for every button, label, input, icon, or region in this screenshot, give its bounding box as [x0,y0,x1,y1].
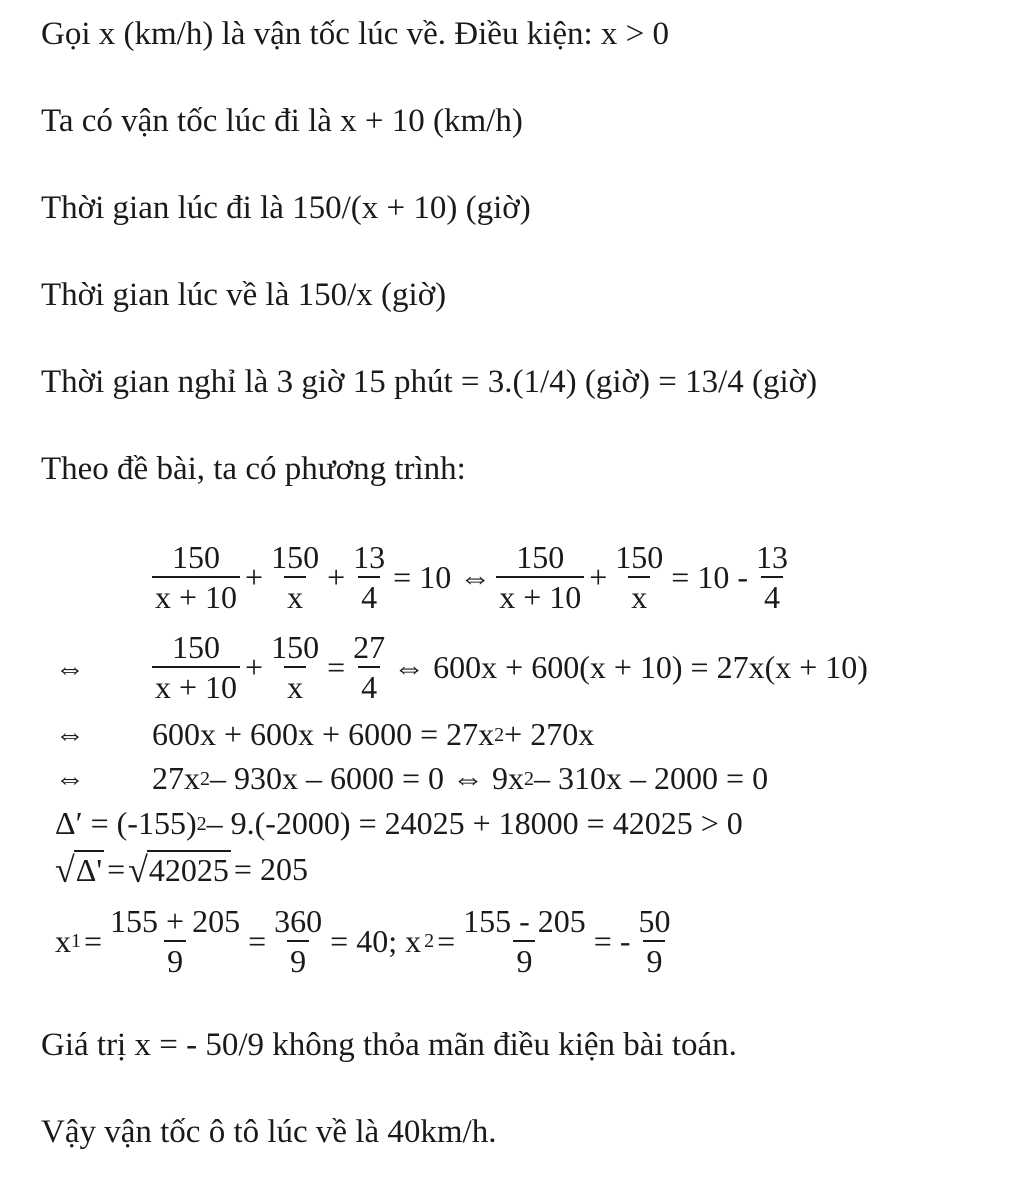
equation-3: 600x + 600x + 6000 = 27x 2 + 270x [152,716,595,752]
fraction: $\frac{150}{x + 10}$ [496,538,584,616]
equation-1: $\frac{150}{x + 10}$ + $\frac{150}{x}$ + $\frac{13}{4}$ = 10 ⇔ $\frac{150}{x + 10}$ + $\frac{150}{x}$ = 10 - $\frac{13}{4}$ [150,538,793,616]
iff-symbol: ⇔ [55,718,85,751]
equation-4: 27x 2 – 930x – 6000 = 0 ⇔ 9x 2 – 310x – 2000 = 0 [152,760,769,796]
paragraph-time-returning: Thời gian lúc về là 150/x (giờ) [41,277,447,313]
fraction: $\frac{155 - 205}{9}$ [463,903,586,979]
fraction: $\frac{13}{4}$ [353,539,386,615]
paragraph-reject-root: Giá trị x = - 50/9 không thỏa mãn điều kiện bài toán. [41,1027,737,1063]
iff-symbol: ⇔ [55,762,85,795]
fraction: $\frac{150}{x}$ [271,629,320,705]
paragraph-condition: Gọi x (km/h) là vận tốc lúc về. Điều kiện: x > 0 [41,16,670,52]
fraction: $\frac{13}{4}$ [755,539,788,615]
discriminant: Δ′ = (-155) 2 – 9.(-2000) = 24025 + 18000 = 42025 > 0 [55,805,743,841]
fraction: $\frac{155 + 205}{9}$ [110,903,241,979]
square-root-line: √ Δ' = √ 42025 = 205 [55,850,308,890]
equation-2: $\frac{150}{x + 10}$ + $\frac{150}{x}$ = $\frac{27}{4}$ ⇔ 600x + 600(x + 10) = 27x(x + 10) [150,628,871,706]
paragraph-rest-time: Thời gian nghỉ là 3 giờ 15 phút = 3.(1/4) (giờ) = 13/4 (giờ) [41,364,818,400]
fraction: $\frac{360}{9}$ [274,903,323,979]
sqrt: √ Δ' [55,850,103,890]
fraction: $\frac{150}{x + 10}$ [152,628,240,706]
fraction: $\frac{150}{x}$ [271,539,320,615]
fraction: $\frac{150}{x + 10}$ [152,538,240,616]
fraction: $\frac{50}{9}$ [638,903,671,979]
fraction: $\frac{150}{x}$ [615,539,664,615]
paragraph-conclusion: Vậy vận tốc ô tô lúc về là 40km/h. [41,1114,497,1150]
iff-symbol: ⇔ [55,652,85,685]
sqrt: √ 42025 [128,850,229,890]
paragraph-equation-intro: Theo đề bài, ta có phương trình: [41,451,466,487]
roots: x 1 = $\frac{155 + 205}{9}$ = $\frac{360}{9}$ = 40; x 2 = $\frac{155 - 205}{9}$ = - $\frac{50}{9}$ [55,902,675,980]
paragraph-speed-going: Ta có vận tốc lúc đi là x + 10 (km/h) [41,103,523,139]
paragraph-time-going: Thời gian lúc đi là 150/(x + 10) (giờ) [41,190,531,226]
fraction: $\frac{27}{4}$ [353,629,386,705]
